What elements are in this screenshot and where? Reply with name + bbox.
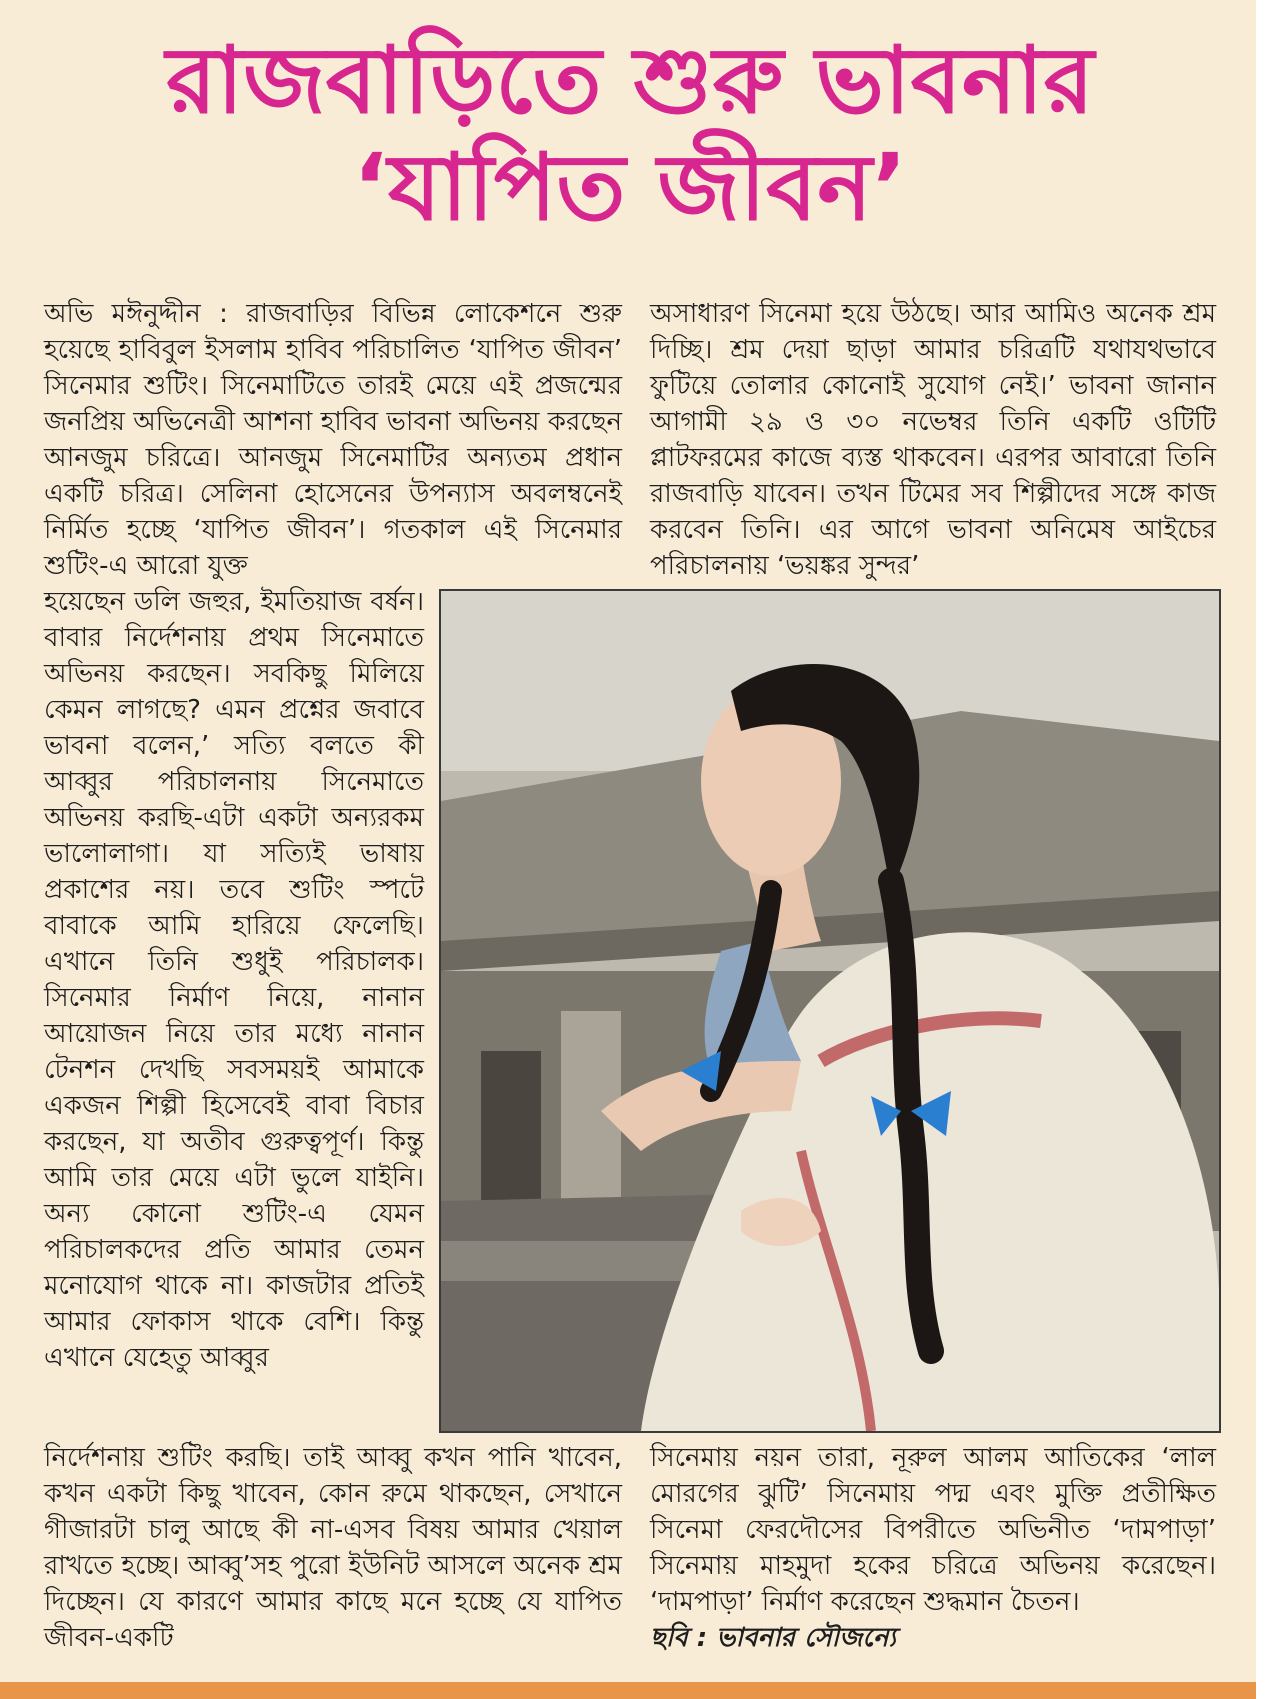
article-column-2-bottom: [650, 1440, 1216, 1656]
headline: [40, 27, 1220, 242]
photo-actress-portrait: [439, 589, 1221, 1433]
portrait-illustration: [441, 591, 1219, 1431]
article-paragraph: সিনেমায় নয়ন তারা, নূরুল আলম আতিকের ‘লাল মোরগের ঝুটি’ সিনেমায় পদ্ম এবং মুক্তি প্রতীক্ষিত সিনেমা ফেরদৌসের বিপরীতে অভিনীত ‘দামপাড়া’ সিনেমায় মাহমুদা হকের চরিত্রে অভিনয় করেছেন। ‘দামপাড়া’ নির্মাণ করেছেন শুদ্ধমান চৈতন।: [650, 1443, 1216, 1617]
article-column-1-bottom: [44, 1440, 622, 1656]
article-paragraph: অসাধারণ সিনেমা হয়ে উঠছে। আর আমিও অনেক শ্রম দিচ্ছি। শ্রম দেয়া ছাড়া আমার চরিত্রটি যথাযথভাবে ফুটিয়ে তোলার কোনোই সুযোগ নেই।’ ভাবনা জানান আগামী ২৯ ও ৩০ নভেম্বর তিনি একটি ওটিটি প্লাটফরমের কাজে ব্যস্ত থাকবেন। এরপর আবারো তিনি রাজবাড়ি যাবেন। তখন টিমের সব শিল্পীদের সঙ্গে কাজ করবেন তিনি। এর আগে ভাবনা অনিমেষ আইচের পরিচালনায় ‘ভয়ঙ্কর সুন্দর’: [650, 299, 1216, 581]
article-paragraph: অভি মঈনুদ্দীন : রাজবাড়ির বিভিন্ন লোকেশনে শুরু হয়েছে হাবিবুল ইসলাম হাবিব পরিচালিত ‘যাপিত জীবন’ সিনেমার শুটিং। সিনেমাটিতে তারই মেয়ে এই প্রজন্মের জনপ্রিয় অভিনেত্রী আশনা হাবিব ভাবনা অভিনয় করছেন আনজুম চরিত্রে। আনজুম সিনেমাটির অন্যতম প্রধান একটি চরিত্র। সেলিনা হোসেনের উপন্যাস অবলম্বনেই নির্মিত হচ্ছে ‘যাপিত জীবন’। গতকাল এই সিনেমার শুটিং-এ আরো যুক্ত: [44, 299, 622, 581]
article-paragraph: হয়েছেন ডলি জহুর, ইমতিয়াজ বর্ষন। বাবার নির্দেশনায় প্রথম সিনেমাতে অভিনয় করছেন। সবকিছু মিলিয়ে কেমন লাগছে? এমন প্রশ্নের জবাবে ভাবনা বলেন,’ সত্যি বলতে কী আব্বুর পরিচালনায় সিনেমাতে অভিনয় করছি-এটা একটা অন্যরকম ভালোলাগা। যা সত্যিই ভাষায় প্রকাশের নয়। তবে শুটিং স্পটে বাবাকে আমি হারিয়ে ফেলেছি। এখানে তিনি শুধুই পরিচালক। সিনেমার নির্মাণ নিয়ে, নানান আয়োজন নিয়ে তার মধ্যে নানান টেনশন দেখছি সবসময়ই আমাকে একজন শিল্পী হিসেবেই বাবা বিচার করছেন, যা অতীব গুরুত্বপূর্ণ। কিন্তু আমি তার মেয়ে এটা ভুলে যাইনি। অন্য কোনো শুটিং-এ যেমন পরিচালকদের প্রতি আমার তেমন মনোযোগ থাকে না। কাজটার প্রতিই আমার ফোকাস থাকে বেশি। কিন্তু এখানে যেহেতু আব্বুর: [44, 587, 424, 1373]
photo-credit: ছবি : ভাবনার সৌজন্যে: [650, 1623, 896, 1653]
article-paragraph: নির্দেশনায় শুটিং করছি। তাই আব্বু কখন পানি খাবেন, কখন একটা কিছু খাবেন, কোন রুমে থাকছেন, সেখানে গীজারটা চালু আছে কী না-এসব বিষয় আমার খেয়াল রাখতে হচ্ছে। আব্বু’সহ পুরো ইউনিট আসলে অনেক শ্রম দিচ্ছেন। যে কারণে আমার কাছে মনে হচ্ছে যে যাপিত জীবন-একটি: [44, 1443, 622, 1653]
article-column-2-top: [650, 296, 1216, 584]
article-column-1-narrow: [44, 584, 424, 1376]
headline-line-2: ‘যাপিত জীবন’: [352, 134, 908, 242]
headline-line-1: রাজবাড়িতে শুরু ভাবনার: [166, 27, 1094, 134]
article-column-1-top: [44, 296, 622, 584]
page-margin: [1256, 0, 1284, 1699]
bottom-rule: [0, 1682, 1256, 1699]
